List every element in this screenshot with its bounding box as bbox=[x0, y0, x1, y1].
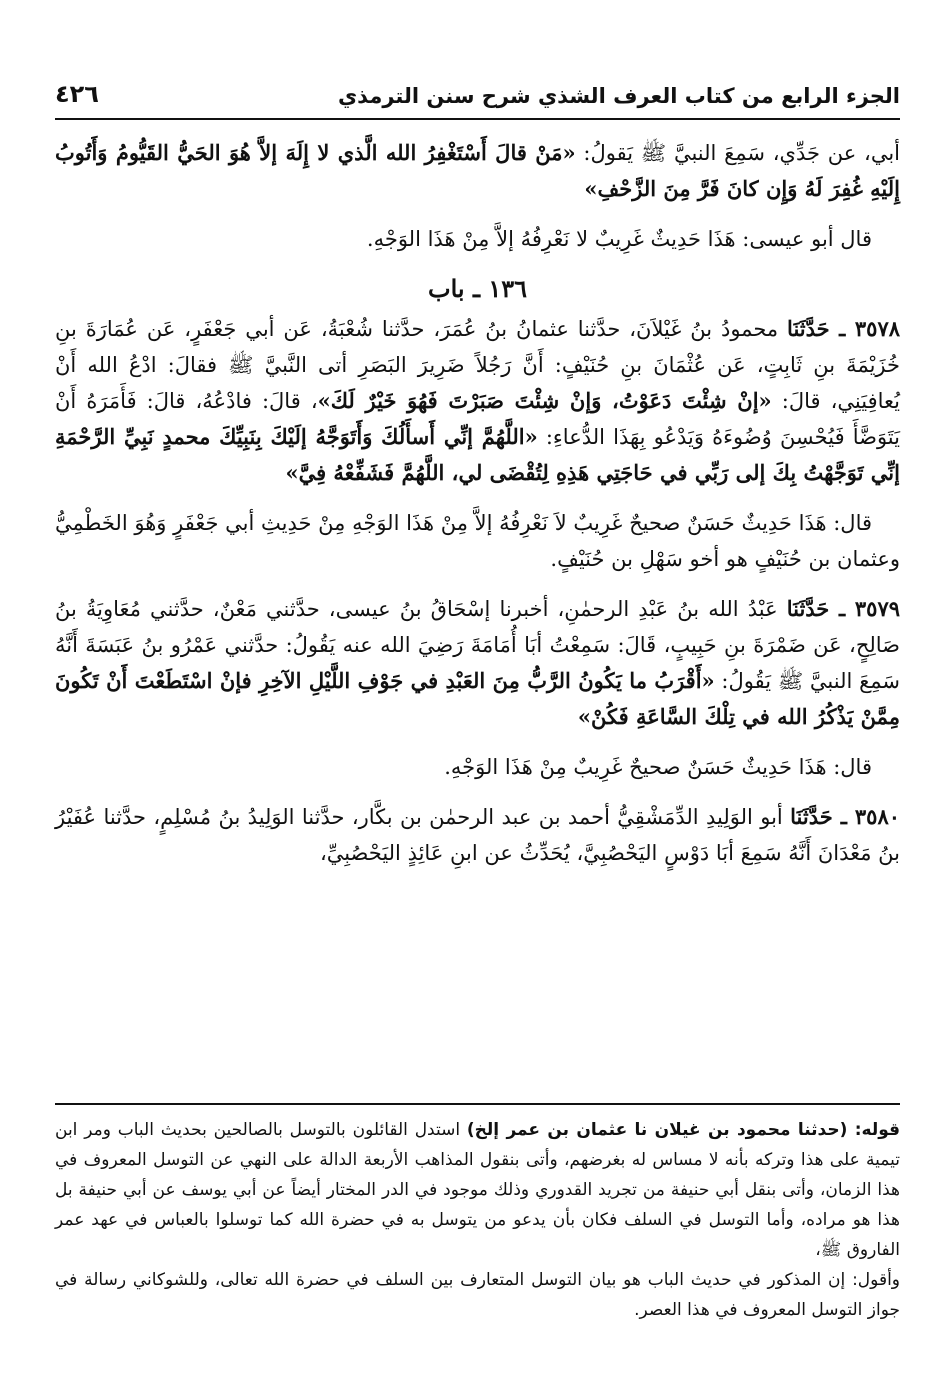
hadith-isnad: عَبْدُ الله بنُ عَبْدِ الرحمٰنِ، أخبرنا إسْحَاقُ بنُ عيسى، حدَّثني مَعْنٌ، حدَّثني مُعَاوِيَةُ بنُ صَالِحٍ، عَن ضَمْرَةَ بنِ حَبِيبٍ، قَالَ: سَمِعْتُ أبَا أُمَامَةَ رَضِيَ الله عنه يَقُولُ: حدَّثني عَمْرُو بنُ عَبَسَةَ أَنَّهُ سَمِعَ النبيَّ ﷺ يَقُولُ: bbox=[55, 597, 900, 693]
hadith-continuation bbox=[55, 135, 900, 207]
header-divider bbox=[55, 118, 900, 120]
hadith-isnad: أبو الوَلِيدِ الدِّمَشْقِيُّ أحمد بن عبد الرحمٰن بن بكَّار، حدَّثنا الوَلِيدُ بنُ مُسْلِمٍ، حدَّثنا عُفَيْرُ بنُ مَعْدَانَ أَنَّهُ سَمِعَ أبَا دَوْسٍ اليَحْصُبِيَّ، يُحَدِّثُ عن ابنِ عَائِذٍ اليَحْصُبِيِّ، bbox=[55, 805, 900, 865]
footnote-paragraph bbox=[55, 1115, 900, 1265]
prophetic-quote: «مَنْ قالَ أَسْتَغْفِرُ الله الَّذي لا إِلَهَ إلاَّ هُوَ الحَيُّ القَيُّومُ وَأَتُوبُ إِلَيْهِ غُفِرَ لَهُ وَإِن كانَ فَرَّ مِنَ الزَّحْفِ» bbox=[55, 140, 900, 201]
hadith-number: ٣٥٧٨ ـ حَدَّثَنَا bbox=[787, 316, 901, 341]
page-header bbox=[55, 60, 900, 116]
hadith-3580 bbox=[55, 799, 900, 871]
prophetic-quote: «أَقْرَبُ ما يَكُونُ الرَّبُّ مِنَ العَبْدِ في جَوْفِ اللَّيْلِ الآخِرِ فإنْ اسْتَطَعْتَ أَنْ تَكُونَ مِمَّنْ يَذْكُرُ الله في تِلْكَ السَّاعَةِ فَكُنْ» bbox=[55, 668, 900, 729]
hadith-3579-comment: قال: هَذَا حَدِيثٌ حَسَنٌ صحيحٌ غَرِيبٌ مِنْ هَذَا الوَجْهِ. bbox=[444, 755, 872, 779]
hadith-3578-comment: قال: هَذَا حَدِيثٌ حَسَنٌ صحيحٌ غَرِيبٌ لاَ نَعْرِفُهُ إلاَّ مِنْ هَذَا الوَجْهِ مِنْ حَدِيثِ أبي جَعْفَرٍ وَهُوَ الخَطْمِيُّ وعثمان بن حُنَيْفٍ هو أخو سَهْلِ بن حُنَيْفٍ. bbox=[55, 511, 900, 571]
hadith-3579 bbox=[55, 591, 900, 735]
hadith-3578 bbox=[55, 311, 900, 491]
abu-isa-comment: قال أبو عيسى: هَذَا حَدِيثٌ غَرِيبٌ لا نَعْرِفُهُ إلاَّ مِنْ هَذَا الوَجْهِ. bbox=[366, 227, 872, 251]
supplication-quote: «اللَّهُمَّ إنِّي أَسأَلُكَ وَأَتَوَجَّهُ إلَيْكَ بِنَبِيِّكَ محمدٍ نَبِيِّ الرَّحْمَةِ إنِّي تَوَجَّهْتُ بِكَ إلى رَبِّي في حَاجَتِي هَذِهِ لِتُقْضَى لي، اللَّهُمَّ فَشَفِّعْهُ فِيَّ» bbox=[55, 424, 900, 485]
footnote-text: استدل القائلون بالتوسل بالصالحين بحديث الباب ومر ابن تيمية على هذا وتركه بأنه لا مساس له بغرضهم، وأتى بنقول المذاهب الأربعة الدالة على النهي عن التوسل المعروف في هذا الزمان، وأتى بنقل أبي حنيفة من تجريد القدوري وذلك موجود في الدر المختار أيضاً عن أبي يوسف عن أبي حنيفة بل هذا هو مراده، وأما التوسل في السلف فكان بأن يدعو من يتوسل به في حضرة الله كما توسلوا بالعباس في عهد عمر الفاروق ﷺ، bbox=[55, 1120, 900, 1260]
running-title: الجزء الرابع من كتاب العرف الشذي شرح سنن الترمذي bbox=[337, 84, 900, 108]
footnote-paragraph-2: وأقول: إن المذكور في حديث الباب هو بيان التوسل المتعارف بين السلف في حضرة الله تعالى، وللشوكاني رسالة في جواز التوسل المعروف في هذا العصر. bbox=[55, 1270, 900, 1320]
main-text bbox=[55, 135, 900, 871]
hadith-isnad: محمودُ بنُ غَيْلاَنَ، حدَّثنا عثمانُ بنُ عُمَرَ، حدَّثنا شُعْبَةُ، عَن أبي جَعْفَرٍ، عَن عُمَارَةَ بنِ خُزَيْمَةَ بنِ ثَابِتٍ، عَن عُثْمَانَ بنِ حُنَيْفٍ: أَنَّ رَجُلاً ضَرِيرَ البَصَرِ أتى النَّبيَّ ﷺ فقالَ: ادْعُ الله أَنْ يُعافِيَنِي، قالَ: bbox=[55, 317, 900, 413]
hadith-narration: ، قالَ: فادْعُهُ، قالَ: فَأَمَرَهُ أَنْ يَتَوَضَّأَ فَيُحْسِنَ وُضُوءَهُ وَيَدْعُو بِهَذَا الدُّعاءِ: bbox=[55, 389, 900, 449]
footnote-lead: قوله: (حدثنا محمود بن غيلان نا عثمان بن عمر إلخ) bbox=[466, 1120, 900, 1140]
footnote-section bbox=[55, 1115, 900, 1325]
chapter-heading: ١٣٦ ـ باب bbox=[428, 274, 527, 303]
page-number: ٤٢٦ bbox=[55, 80, 99, 108]
hadith-number: ٣٥٧٩ ـ حَدَّثَنَا bbox=[786, 596, 901, 621]
prophetic-quote: «إنْ شِئْتَ دَعَوْتُ، وَإنْ شِئْتَ صَبَرْتَ فَهُوَ خَيْرٌ لَكَ» bbox=[317, 388, 772, 413]
hadith-number: ٣٥٨٠ ـ حَدَّثَنَا bbox=[790, 804, 901, 829]
footnote-divider bbox=[55, 1103, 900, 1105]
book-page bbox=[55, 60, 900, 1350]
narration-text: أبي، عن جَدِّي، سَمِعَ النبيَّ ﷺ يَقولُ: bbox=[575, 141, 900, 165]
